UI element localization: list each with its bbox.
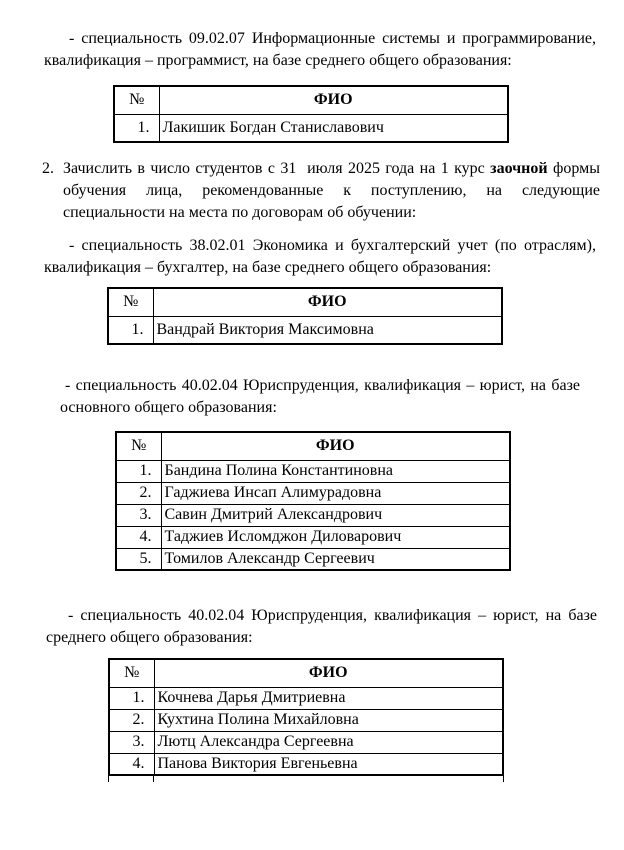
specialty-paragraph-09-02-07: - специальность 09.02.07 Информационные системы и программирование, квалификация – программист, на базе среднего общего образования: <box>44 30 596 69</box>
students-table-programming <box>113 85 509 143</box>
order-item-2-text <box>63 158 600 224</box>
column-header-fio: ФИО <box>161 432 510 460</box>
table-header-row <box>114 86 508 114</box>
specialty-paragraph-38-02-01: - специальность 38.02.01 Экономика и бухгалтерский учет (по отраслям), квалификация – бухгалтер, на базе среднего общего образования: <box>44 237 596 276</box>
student-name-cell: Бандина Полина Константиновна <box>161 460 510 482</box>
truncated-next-row-borders <box>108 776 504 782</box>
row-number-cell: 3. <box>116 504 161 526</box>
student-name-cell: Вандрай Виктория Максимовна <box>153 316 502 344</box>
item2-text-before: Зачислить в число студентов с 31 июля 2025 года на 1 курс <box>63 160 491 177</box>
table-header-row <box>116 432 510 460</box>
table-border-stub <box>153 776 154 782</box>
table-row <box>109 753 503 775</box>
row-number-cell: 1. <box>114 114 159 142</box>
table-header-row <box>108 288 502 316</box>
column-header-num: № <box>108 288 153 316</box>
row-number-cell: 2. <box>109 709 154 731</box>
table-row <box>116 504 510 526</box>
row-number-cell: 4. <box>116 526 161 548</box>
row-number-cell: 2. <box>116 482 161 504</box>
table-border-stub <box>503 776 504 782</box>
students-table-law-osnovnoe <box>115 431 511 571</box>
specialty-paragraph-40-02-04-osnovnoe: - специальность 40.02.04 Юриспруденция, квалификация – юрист, на базе основного общего образования: <box>60 377 580 416</box>
student-name-cell: Панова Виктория Евгеньевна <box>154 753 503 775</box>
table-row <box>116 548 510 570</box>
row-number-cell: 4. <box>109 753 154 775</box>
column-header-num: № <box>116 432 161 460</box>
row-number-cell: 1. <box>109 687 154 709</box>
column-header-num: № <box>114 86 159 114</box>
student-name-cell: Лакишик Богдан Станиславович <box>159 114 508 142</box>
table-row <box>116 460 510 482</box>
table-row <box>116 526 510 548</box>
order-item-2 <box>42 158 600 224</box>
student-name-cell: Гаджиева Инсап Алимурадовна <box>161 482 510 504</box>
item2-bold-word: заочной <box>490 160 548 177</box>
student-name-cell: Савин Дмитрий Александрович <box>161 504 510 526</box>
table-header-row <box>109 659 503 687</box>
student-name-cell: Таджиев Исломджон Диловарович <box>161 526 510 548</box>
row-number-cell: 5. <box>116 548 161 570</box>
table-row <box>116 482 510 504</box>
students-table-accounting <box>107 287 503 345</box>
student-name-cell: Томилов Александр Сергеевич <box>161 548 510 570</box>
column-header-fio: ФИО <box>153 288 502 316</box>
student-name-cell: Кочнева Дарья Дмитриевна <box>154 687 503 709</box>
row-number-cell: 1. <box>116 460 161 482</box>
table-row <box>109 731 503 753</box>
table-row <box>109 709 503 731</box>
item-number: 2. <box>42 160 54 177</box>
column-header-num: № <box>109 659 154 687</box>
column-header-fio: ФИО <box>159 86 508 114</box>
row-number-cell: 3. <box>109 731 154 753</box>
row-number-cell: 1. <box>108 316 153 344</box>
table-row <box>114 114 508 142</box>
column-header-fio: ФИО <box>154 659 503 687</box>
table-row <box>109 687 503 709</box>
students-table-law-srednee <box>108 658 504 776</box>
table-row <box>108 316 502 344</box>
item2-text-after: формы обучения лица, рекомендованные к поступлению, на следующие специальности на места по договорам об обучении: <box>63 160 601 221</box>
table-border-stub <box>108 776 109 782</box>
student-name-cell: Кухтина Полина Михайловна <box>154 709 503 731</box>
specialty-paragraph-40-02-04-srednee: - специальность 40.02.04 Юриспруденция, квалификация – юрист, на базе среднего общего образования: <box>46 607 597 646</box>
student-name-cell: Лютц Александра Сергеевна <box>154 731 503 753</box>
